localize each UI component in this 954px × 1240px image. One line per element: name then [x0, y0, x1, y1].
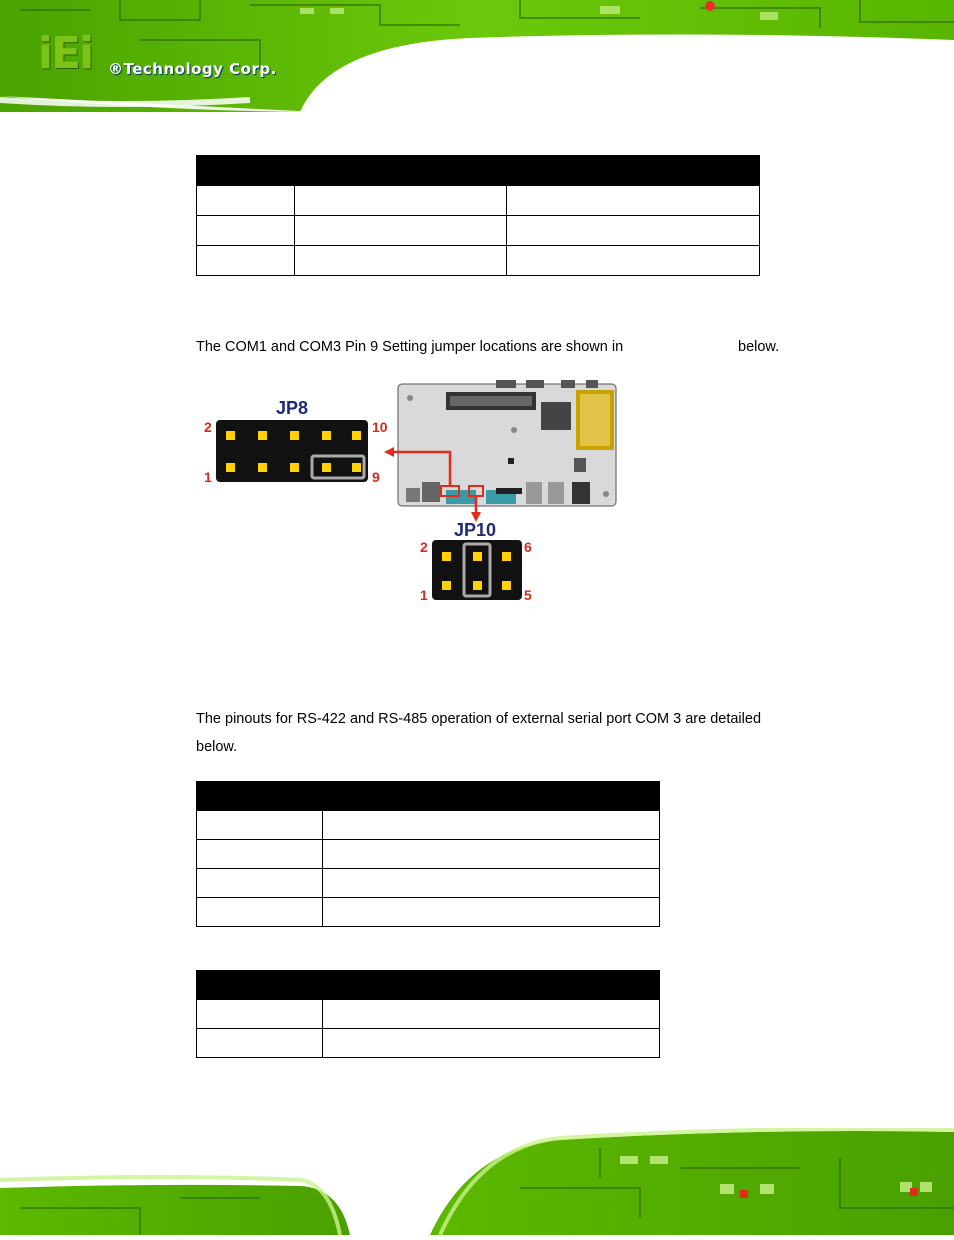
table-cell — [322, 840, 659, 869]
table-cell — [506, 186, 759, 216]
jp10-pin-5-label: 5 — [524, 587, 532, 603]
table-cell — [197, 1029, 323, 1058]
table-cell — [322, 1000, 659, 1029]
table-row — [197, 246, 760, 276]
page-footer — [0, 1128, 954, 1235]
jumper-location-text: The COM1 and COM3 Pin 9 Setting jumper locations are shown in — [196, 339, 624, 355]
table-row — [197, 811, 660, 840]
table-cell — [197, 840, 323, 869]
board-image — [398, 380, 616, 506]
jp8-label: JP8 — [276, 398, 309, 418]
jumper-diagram — [196, 378, 626, 608]
jp10-pin-2-label: 2 — [420, 539, 428, 555]
table-cell — [322, 782, 659, 811]
arrow-head — [384, 447, 394, 457]
page-header — [0, 0, 954, 112]
table-cell — [322, 898, 659, 927]
jp10-pin-1-label: 1 — [420, 587, 428, 603]
jp8-pin-2-label: 2 — [204, 419, 212, 435]
pinout-intro-text: The pinouts for RS-422 and RS-485 operation of external serial port COM 3 are detailed — [196, 711, 762, 727]
company-logo — [38, 28, 277, 79]
jp8-pin-9-label: 9 — [372, 469, 380, 485]
table-cell — [197, 216, 295, 246]
jp8-pin-1-label: 1 — [204, 469, 212, 485]
table-cell — [197, 869, 323, 898]
table-cell — [197, 811, 323, 840]
table-cell — [197, 971, 323, 1000]
table-cell — [197, 782, 323, 811]
table-cell — [197, 898, 323, 927]
rs422-pinout-table — [196, 781, 660, 927]
table-cell — [322, 1029, 659, 1058]
table-row — [197, 840, 660, 869]
table-header-row — [197, 156, 760, 186]
jp10-label: JP10 — [454, 520, 497, 540]
pinout-intro-text-end: below. — [196, 739, 238, 755]
jp8-header — [216, 420, 368, 482]
brand-name: ®Technology Corp. — [108, 60, 277, 78]
rs485-pinout-table — [196, 970, 660, 1058]
circuit-board-banner — [0, 0, 954, 112]
table-cell — [197, 156, 295, 186]
table-row — [197, 216, 760, 246]
jumper-settings-table — [196, 155, 760, 276]
table-cell — [322, 971, 659, 1000]
table-row — [197, 1000, 660, 1029]
table-cell — [295, 156, 506, 186]
table-row — [197, 869, 660, 898]
table-cell — [322, 869, 659, 898]
table-row — [197, 186, 760, 216]
table-cell — [506, 156, 759, 186]
table-cell — [197, 186, 295, 216]
table-cell — [506, 216, 759, 246]
jp10-pin-6-label: 6 — [524, 539, 532, 555]
jumper-location-figure — [196, 378, 626, 608]
table-cell — [506, 246, 759, 276]
jp8-pin-10-label: 10 — [372, 419, 388, 435]
table-row — [197, 1029, 660, 1058]
table-header-row — [197, 971, 660, 1000]
table-cell — [295, 216, 506, 246]
jumper-location-text-end: below. — [738, 339, 780, 355]
table-cell — [322, 811, 659, 840]
table-cell — [295, 246, 506, 276]
table-cell — [295, 186, 506, 216]
table-cell — [197, 1000, 323, 1029]
circuit-board-footer — [0, 1128, 954, 1235]
jp10-header — [432, 540, 522, 600]
table-row — [197, 898, 660, 927]
logo-mark: iEi — [38, 28, 93, 79]
table-header-row — [197, 782, 660, 811]
table-cell — [197, 246, 295, 276]
